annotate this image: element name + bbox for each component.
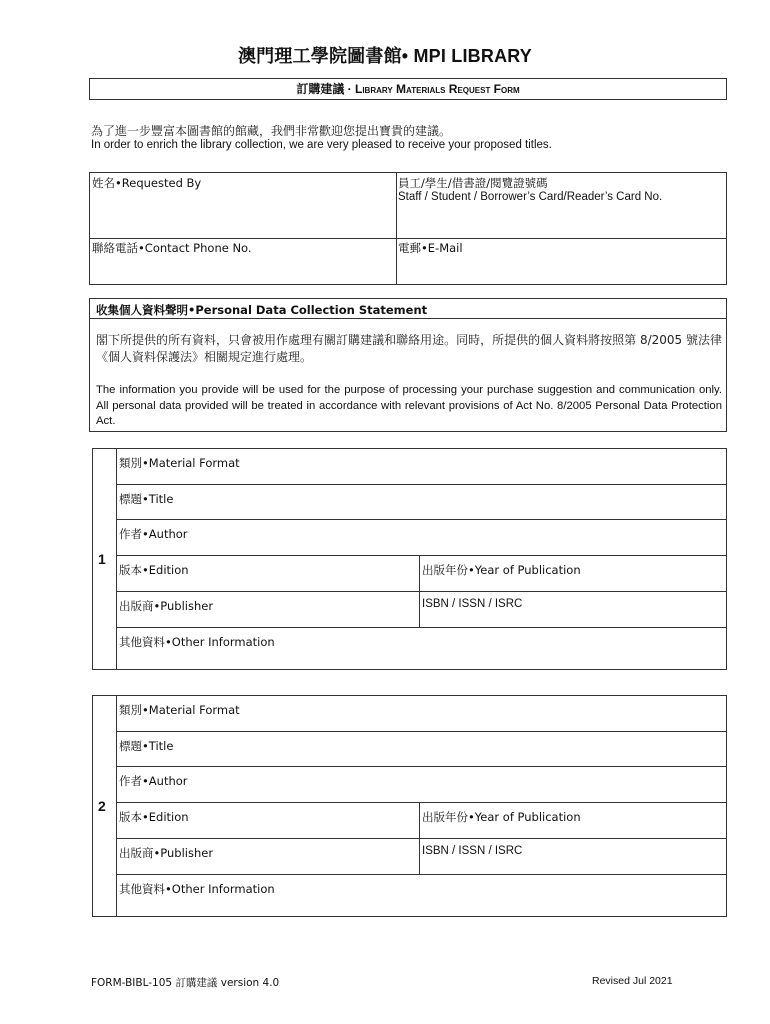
requester-info-table: [89, 172, 727, 285]
column-divider: [419, 803, 420, 838]
column-divider: [419, 592, 420, 627]
title-field[interactable]: [117, 485, 726, 520]
form-subtitle-en: · Library Materials Request Form: [347, 82, 520, 96]
contact-phone-field[interactable]: [90, 238, 396, 284]
isbn-label[interactable]: ISBN / ISSN / ISRC: [422, 845, 523, 857]
card-number-field[interactable]: [396, 173, 726, 238]
material-format-field[interactable]: [117, 449, 726, 485]
publisher-isbn-row: [117, 839, 726, 875]
request-block-2: [92, 695, 727, 917]
page-title: 澳門理工學院圖書館• MPI LIBRARY: [237, 46, 533, 66]
material-format-label: 類別•Material Format: [119, 703, 240, 717]
other-information-label: 其他資料•Other Information: [119, 882, 275, 896]
title-field[interactable]: [117, 732, 726, 767]
material-format-label: 類別•Material Format: [119, 456, 240, 470]
edition-label[interactable]: 版本•Edition: [119, 810, 189, 824]
author-field[interactable]: [117, 767, 726, 803]
author-label: 作者•Author: [119, 774, 188, 788]
card-number-label-en: Staff / Student / Borrower’s Card/Reader’s Card No.: [398, 191, 663, 203]
column-divider: [419, 839, 420, 874]
author-field[interactable]: [117, 520, 726, 556]
requested-by-field[interactable]: [90, 173, 396, 238]
revision-date: Revised Jul 2021: [592, 975, 673, 987]
publisher-isbn-row: [117, 592, 726, 628]
intro-zh: 為了進一步豐富本圖書館的館藏，我們非常歡迎您提出寶貴的建議。: [91, 124, 452, 138]
requester-row-1: [90, 173, 726, 238]
email-field[interactable]: [396, 238, 726, 284]
publisher-label[interactable]: 出版商•Publisher: [119, 599, 214, 613]
request-block-1: [92, 448, 727, 670]
intro-text: [91, 124, 731, 152]
personal-data-statement: [89, 298, 727, 432]
contact-phone-label: 聯絡電話•Contact Phone No.: [92, 241, 252, 255]
isbn-label[interactable]: ISBN / ISSN / ISRC: [422, 598, 523, 610]
pdcs-body-en: The information you provide will be used for the purpose of processing your purchase suggestion and communication only. All personal data provided will be treated in accordance with relevant provisions of Act No. 8/2005 Personal Data Protection Act.: [96, 384, 722, 427]
intro-en: In order to enrich the library collection, we are very pleased to receive your proposed titles.: [91, 139, 552, 151]
year-label[interactable]: 出版年份•Year of Publication: [422, 563, 581, 577]
pdcs-body-zh: 閣下所提供的所有資料，只會被用作處理有關訂購建議和聯絡用途。同時，所提供的個人資料將按照第 8/2005 號法律《個人資料保護法》相關規定進行處理。: [96, 333, 722, 364]
other-information-field[interactable]: [117, 628, 726, 668]
publisher-label[interactable]: 出版商•Publisher: [119, 846, 214, 860]
column-divider: [419, 556, 420, 591]
request-number: 2: [93, 696, 117, 916]
request-number: 1: [93, 449, 117, 669]
form-code: FORM-BIBL-105 訂購建議 version 4.0: [91, 977, 280, 989]
form-subtitle: [89, 78, 727, 100]
email-label: 電郵•E-Mail: [398, 241, 463, 255]
pdcs-heading: 收集個人資料聲明•Personal Data Collection Statement: [90, 299, 726, 319]
title-label: 標題•Title: [119, 739, 174, 753]
edition-year-row: [117, 556, 726, 592]
card-number-label-zh: 員工/學生/借書證/閱覽證號碼: [398, 176, 548, 190]
requested-by-label: 姓名•Requested By: [92, 176, 202, 190]
other-information-label: 其他資料•Other Information: [119, 635, 275, 649]
form-subtitle-zh: 訂購建議: [296, 82, 345, 96]
requester-row-2: [90, 238, 726, 284]
material-format-field[interactable]: [117, 696, 726, 732]
edition-label[interactable]: 版本•Edition: [119, 563, 189, 577]
title-label: 標題•Title: [119, 492, 174, 506]
edition-year-row: [117, 803, 726, 839]
other-information-field[interactable]: [117, 875, 726, 915]
author-label: 作者•Author: [119, 527, 188, 541]
year-label[interactable]: 出版年份•Year of Publication: [422, 810, 581, 824]
